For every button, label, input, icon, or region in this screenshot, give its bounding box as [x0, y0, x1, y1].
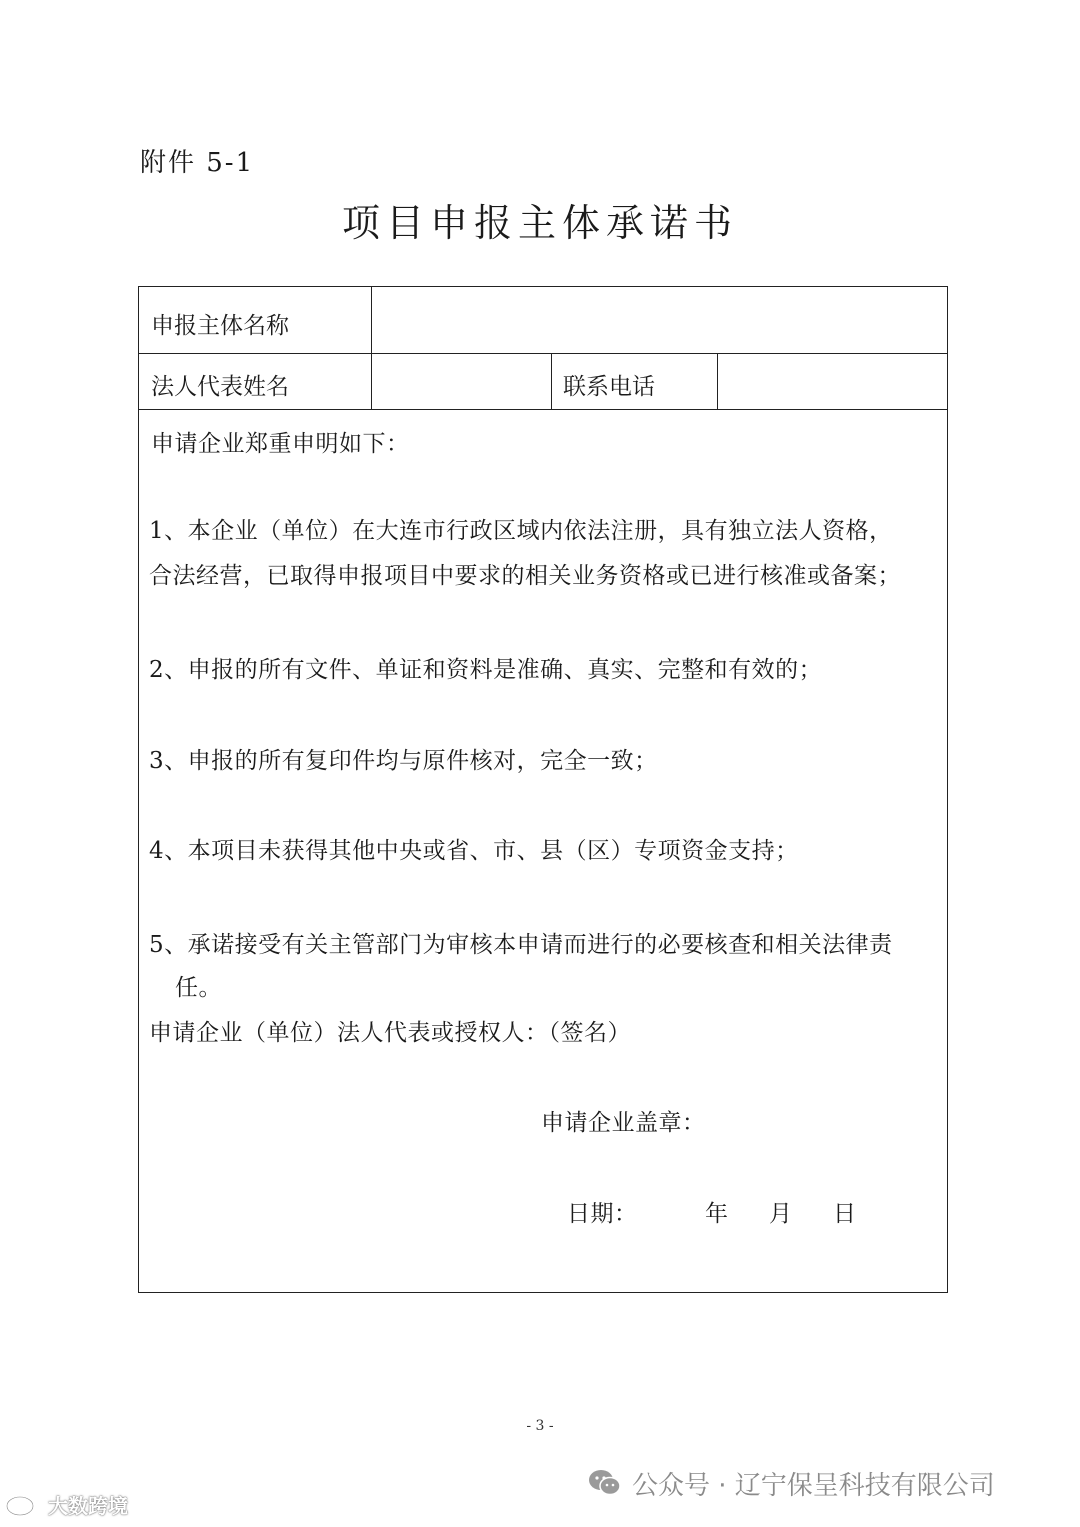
- row-divider: [139, 353, 947, 354]
- commitment-form: [138, 286, 948, 1293]
- column-divider: [551, 353, 552, 409]
- entity-name-label: 申报主体名称: [151, 313, 289, 339]
- column-divider: [717, 353, 718, 409]
- page-number: - 3 -: [526, 1418, 554, 1434]
- declaration-intro: 申请企业郑重申明如下：: [151, 431, 410, 457]
- phone-label: 联系电话: [563, 374, 655, 400]
- attachment-label: 附件 5-1: [140, 148, 255, 178]
- declaration-item: 1、本企业（单位）在大连市行政区域内依法注册，具有独立法人资格，: [149, 518, 893, 544]
- wechat-watermark: [588, 1463, 995, 1503]
- wechat-icon: [588, 1468, 622, 1498]
- column-divider: [371, 287, 372, 409]
- declaration-item: 4、本项目未获得其他中央或省、市、县（区）专项资金支持；: [149, 838, 799, 864]
- date-month-label: 月: [769, 1201, 793, 1227]
- seal-label: 申请企业盖章：: [541, 1110, 706, 1136]
- declaration-item: 2、申报的所有文件、单证和资料是准确、真实、完整和有效的；: [149, 657, 823, 683]
- legal-rep-label: 法人代表姓名: [151, 374, 289, 400]
- declaration-item: 任。: [175, 975, 222, 1001]
- declaration-item: 3、申报的所有复印件均与原件核对，完全一致；: [149, 748, 658, 774]
- signature-label: 申请企业（单位）法人代表或授权人：（签名）: [149, 1020, 631, 1046]
- entity-name-field[interactable]: [385, 307, 935, 335]
- date-label: 日期：: [567, 1201, 638, 1227]
- row-divider: [139, 409, 947, 410]
- watermark-text: 大数跨境: [48, 1493, 128, 1518]
- document-title: 项目申报主体承诺书: [341, 201, 738, 245]
- phone-field[interactable]: [731, 368, 931, 396]
- legal-rep-field[interactable]: [385, 368, 535, 396]
- declaration-item: 5、承诺接受有关主管部门为审核本申请而进行的必要核查和相关法律责: [149, 932, 893, 958]
- watermark-text: 公众号 · 辽宁保呈科技有限公司: [632, 1470, 995, 1501]
- declaration-item: 合法经营，已取得申报项目中要求的相关业务资格或已进行核准或备案；: [149, 563, 901, 589]
- date-year-label: 年: [705, 1201, 729, 1227]
- weibo-watermark: [4, 1488, 128, 1520]
- weibo-icon: [4, 1491, 44, 1517]
- date-day-label: 日: [833, 1201, 857, 1227]
